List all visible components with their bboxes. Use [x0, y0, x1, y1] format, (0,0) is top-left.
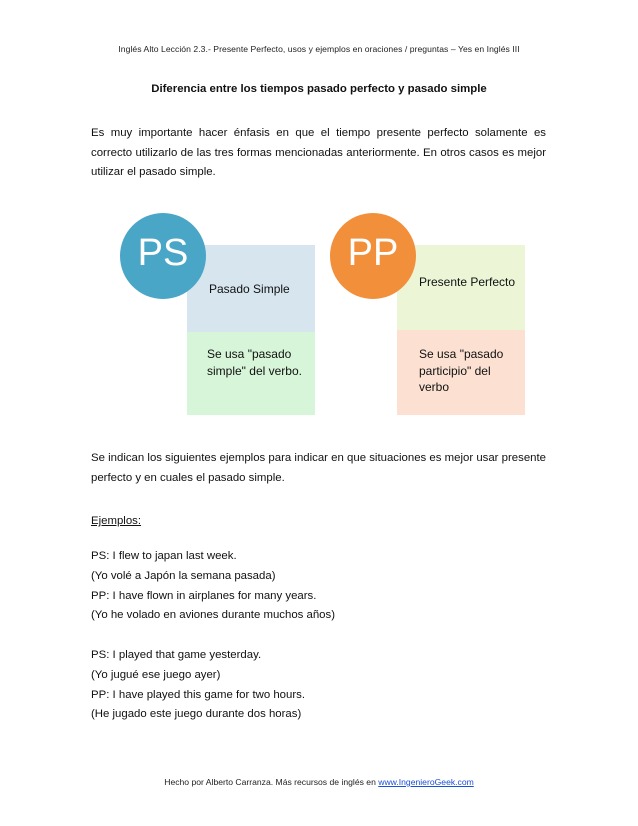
- intro-paragraph: Es muy importante hacer énfasis en que el tiempo presente perfecto solamente es correcto utilizarlo de las tres formas mencionadas anteriormente. En otros casos es mejor utilizar el pasado simple.: [91, 127, 546, 178]
- example-line: PP: I have flown in airplanes for many years.: [91, 589, 317, 602]
- pp-usage-label: Se usa "pasado participio" del verbo: [419, 347, 504, 394]
- example-line: PS: I flew to japan last week.: [91, 550, 237, 562]
- example-line: (Yo jugué ese juego ayer): [91, 668, 221, 681]
- page-footer: [0, 777, 638, 787]
- ps-circle: PS: [120, 213, 206, 299]
- footer-text: Hecho por Alberto Carranza. Más recursos de inglés en: [164, 777, 379, 787]
- example-line: PP: I have played this game for two hours.: [91, 688, 306, 701]
- pp-name-label: Presente Perfecto: [419, 275, 516, 289]
- section-title: Diferencia entre los tiempos pasado perfecto y pasado simple: [151, 83, 487, 95]
- example-line: PS: I played that game yesterday.: [91, 648, 262, 661]
- examples-list: [91, 547, 546, 725]
- example-line: (Yo he volado en aviones durante muchos años): [91, 609, 336, 622]
- ps-name-label: Pasado Simple: [209, 282, 290, 296]
- ps-usage-label: Se usa "pasado simple" del verbo.: [207, 347, 302, 378]
- footer-link[interactable]: www.IngenieroGeek.com: [378, 777, 474, 787]
- example-spacer: [91, 626, 546, 646]
- example-line: (Yo volé a Japón la semana pasada): [91, 569, 276, 582]
- examples-heading: Ejemplos:: [91, 515, 142, 527]
- example-line: (He jugado este juego durante dos horas): [91, 708, 302, 721]
- examples-intro-paragraph: Se indican los siguientes ejemplos para indicar en que situaciones es mejor usar presente perfecto y en cuales el pasado simple.: [91, 452, 546, 484]
- page-header: Inglés Alto Lección 2.3.- Presente Perfecto, usos y ejemplos en oraciones / preguntas – Yes en Inglés III: [118, 44, 520, 54]
- pp-circle: PP: [330, 213, 416, 299]
